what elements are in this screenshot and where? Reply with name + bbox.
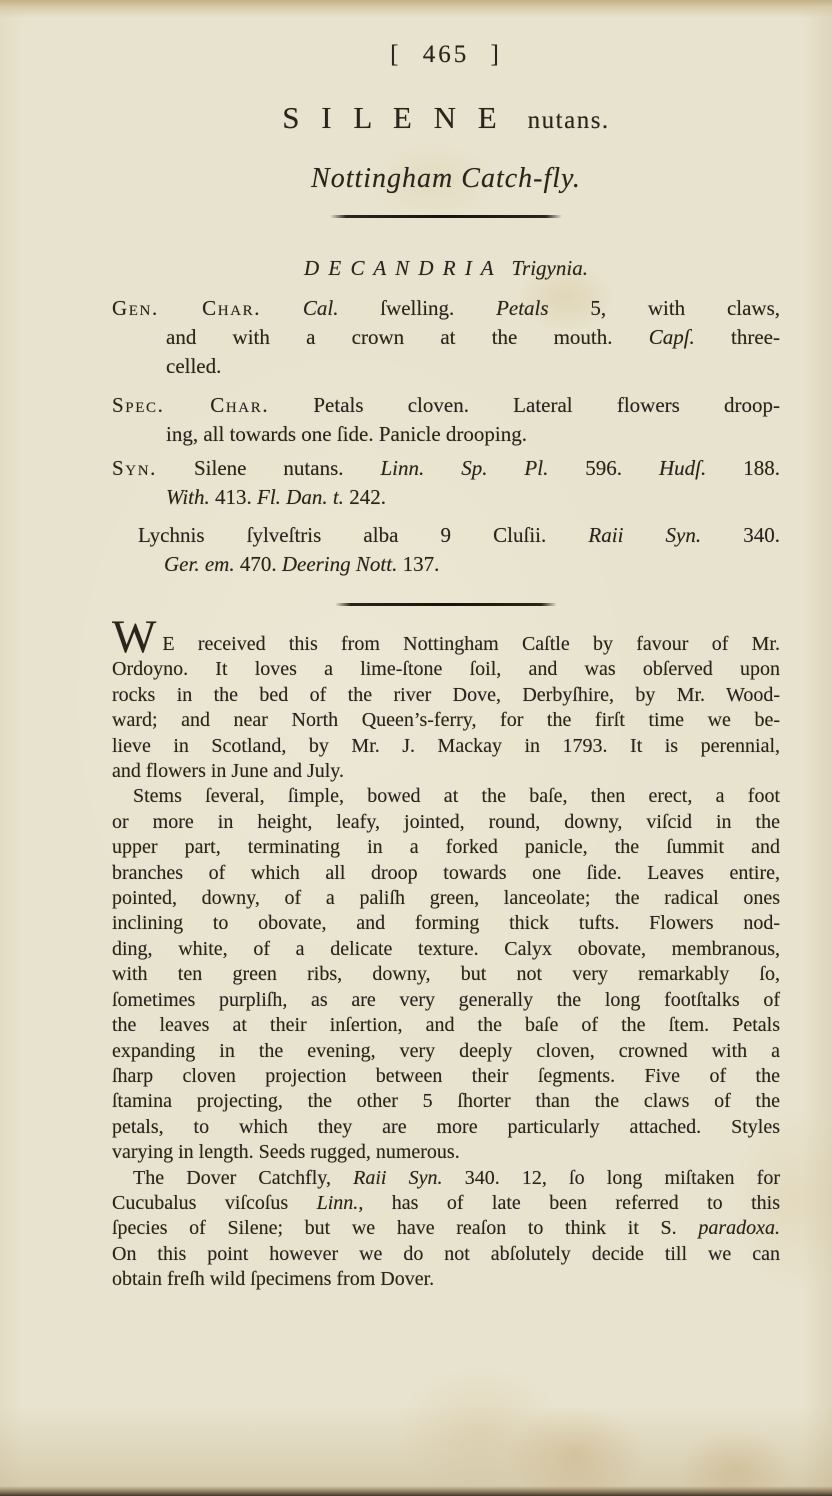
text-line	[112, 352, 780, 381]
roman-text: ing, all towards one ſide. Panicle drooping.	[166, 422, 528, 446]
class-name: D E C A N D R I A	[304, 256, 496, 280]
order-name: Trigynia.	[511, 256, 588, 280]
italic-text: Fl. Dan. t.	[257, 485, 344, 509]
small-caps-label: Syn.	[112, 456, 157, 480]
drop-cap: W	[112, 611, 159, 663]
page-content	[112, 0, 780, 1293]
small-caps-label: Gen. Char.	[112, 296, 262, 320]
text-line	[112, 1140, 780, 1165]
entry-generic-character	[112, 294, 780, 381]
roman-text: upper part, terminating in a forked panicle, the ſummit and	[112, 836, 780, 859]
text-line	[112, 759, 780, 784]
roman-text: ſpecies of Silene; but we have reaſon to think it S.	[112, 1217, 699, 1240]
text-line	[112, 886, 780, 911]
roman-text: ſometimes purpliſh, as are very generally the long footſtalks of	[112, 988, 780, 1011]
text-line	[112, 550, 780, 579]
roman-text: or more in height, leafy, jointed, round, downy, viſcid in the	[112, 810, 780, 833]
text-line	[112, 1191, 780, 1216]
roman-text: 242.	[343, 485, 386, 509]
roman-text: Ordoyno. It loves a lime-ſtone ſoil, and was obſerved upon	[112, 658, 780, 681]
text-line	[112, 734, 780, 759]
italic-text: Deering Nott.	[281, 552, 398, 576]
roman-text: ſwelling.	[338, 296, 497, 320]
roman-text: lieve in Scotland, by Mr. J. Mackay in 1793. It is perennial,	[112, 734, 780, 757]
text-line	[112, 391, 780, 420]
entry-specific-character	[112, 391, 780, 449]
italic-text: Capſ.	[648, 325, 695, 349]
small-caps-label: Spec. Char.	[112, 393, 270, 417]
text-line	[112, 1267, 780, 1292]
roman-text: obtain freſh wild ſpecimens from Dover.	[112, 1268, 435, 1291]
roman-text: Silene nutans.	[157, 456, 381, 480]
roman-text	[261, 296, 303, 320]
genus-name: S I L E N E	[282, 100, 504, 135]
roman-text: expanding in the evening, very deeply cloven, crowned with a	[112, 1039, 780, 1062]
text-line	[112, 483, 780, 512]
text-line	[112, 1039, 780, 1064]
text-line	[112, 521, 780, 550]
text-line	[112, 1013, 780, 1038]
roman-text: 340.	[701, 523, 780, 547]
common-name: Nottingham Catch-fly.	[311, 163, 581, 194]
page-bottom-edge	[0, 1486, 832, 1496]
roman-text: 470.	[234, 552, 282, 576]
roman-text: with ten green ribs, downy, but not very remarkably ſo,	[112, 963, 780, 986]
roman-text: , has of late been referred to this	[358, 1191, 780, 1214]
roman-text: and flowers in June and July.	[112, 760, 344, 783]
roman-text: 340. 12, ſo long miſtaken for	[442, 1166, 780, 1189]
text-line	[112, 657, 780, 682]
text-line	[112, 835, 780, 860]
roman-text: 188.	[706, 456, 780, 480]
roman-text: branches of which all droop towards one ſide. Leaves entire,	[112, 861, 780, 884]
text-line	[112, 937, 780, 962]
italic-text: Petals	[496, 296, 549, 320]
roman-text: rocks in the bed of the river Dove, Derbyſhire, by Mr. Wood-	[112, 683, 780, 706]
italic-text: Ger. em.	[164, 552, 235, 576]
text-line	[112, 323, 780, 352]
roman-text: 137.	[397, 552, 440, 576]
text-line	[112, 1115, 780, 1140]
text-line	[112, 861, 780, 886]
text-line	[112, 611, 780, 663]
roman-text: 596.	[548, 456, 660, 480]
italic-text: Linn.	[316, 1191, 359, 1214]
roman-text: ding, white, of a delicate texture. Calyx obovate, membranous,	[112, 937, 780, 960]
roman-text: ſharp cloven projection between their ſegments. Five of the	[112, 1064, 780, 1087]
text-line	[112, 454, 780, 483]
italic-text: With.	[166, 485, 210, 509]
roman-text: and with a crown at the mouth.	[166, 325, 649, 349]
roman-text: E received this from Nottingham Caſtle by favour of Mr.	[162, 633, 780, 655]
roman-text: petals, to which they are more particularly attached. Styles	[112, 1115, 780, 1138]
text-line	[112, 962, 780, 987]
roman-text: Lychnis ſylveſtris alba 9 Cluſii.	[138, 523, 589, 547]
divider-rule	[330, 215, 562, 218]
divider-rule	[335, 603, 557, 606]
italic-text: Raii Syn.	[353, 1166, 443, 1189]
text-line	[112, 911, 780, 936]
roman-text: ſtamina projecting, the other 5 ſhorter than the claws of the	[112, 1090, 780, 1113]
roman-text: ward; and near North Queen’s-ferry, for the firſt time we be-	[112, 709, 780, 732]
text-line	[112, 708, 780, 733]
italic-text: Hudſ.	[659, 456, 707, 480]
roman-text: On this point however we do not abſolutely decide till we can	[112, 1242, 780, 1265]
text-line	[112, 1089, 780, 1114]
text-line	[112, 683, 780, 708]
roman-text: 5, with claws,	[548, 296, 781, 320]
roman-text: varying in length. Seeds rugged, numerous.	[112, 1141, 460, 1164]
text-line	[112, 1242, 780, 1267]
text-line	[112, 784, 780, 809]
entry-synonyms	[112, 454, 780, 512]
body-paragraph	[112, 611, 780, 784]
roman-text: The Dover Catchfly,	[133, 1166, 354, 1189]
page-number: [ 465 ]	[390, 41, 502, 68]
roman-text: pointed, downy, of a paliſh green, lanceolate; the radical ones	[112, 887, 780, 910]
body-paragraph	[112, 1166, 780, 1293]
text-line	[112, 420, 780, 449]
classification-line	[112, 254, 780, 282]
roman-text: celled.	[166, 354, 222, 378]
roman-text: inclining to obovate, and forming thick tufts. Flowers nod-	[112, 912, 780, 935]
roman-text: Stems ſeveral, ſimple, bowed at the baſe, then erect, a foot	[133, 785, 780, 808]
species-epithet: nutans.	[527, 107, 610, 134]
italic-text: Cal.	[302, 296, 339, 320]
roman-text: three-	[694, 325, 780, 349]
entry-synonyms-continued	[112, 521, 780, 579]
roman-text: Cucubalus viſcoſus	[112, 1191, 317, 1214]
text-line	[112, 810, 780, 835]
italic-text: paradoxa.	[698, 1217, 780, 1240]
text-line	[112, 1216, 780, 1241]
roman-text: Petals cloven. Lateral flowers droop-	[269, 393, 780, 417]
roman-text: 413.	[209, 485, 258, 509]
italic-text: Raii Syn.	[588, 523, 702, 547]
species-title	[112, 99, 780, 142]
body-paragraph	[112, 784, 780, 1165]
text-line	[112, 294, 780, 323]
text-line	[112, 988, 780, 1013]
italic-text: Linn. Sp. Pl.	[380, 456, 549, 480]
text-line	[112, 1166, 780, 1191]
text-line	[112, 1064, 780, 1089]
roman-text: the leaves at their inſertion, and the baſe of the ſtem. Petals	[112, 1014, 780, 1037]
